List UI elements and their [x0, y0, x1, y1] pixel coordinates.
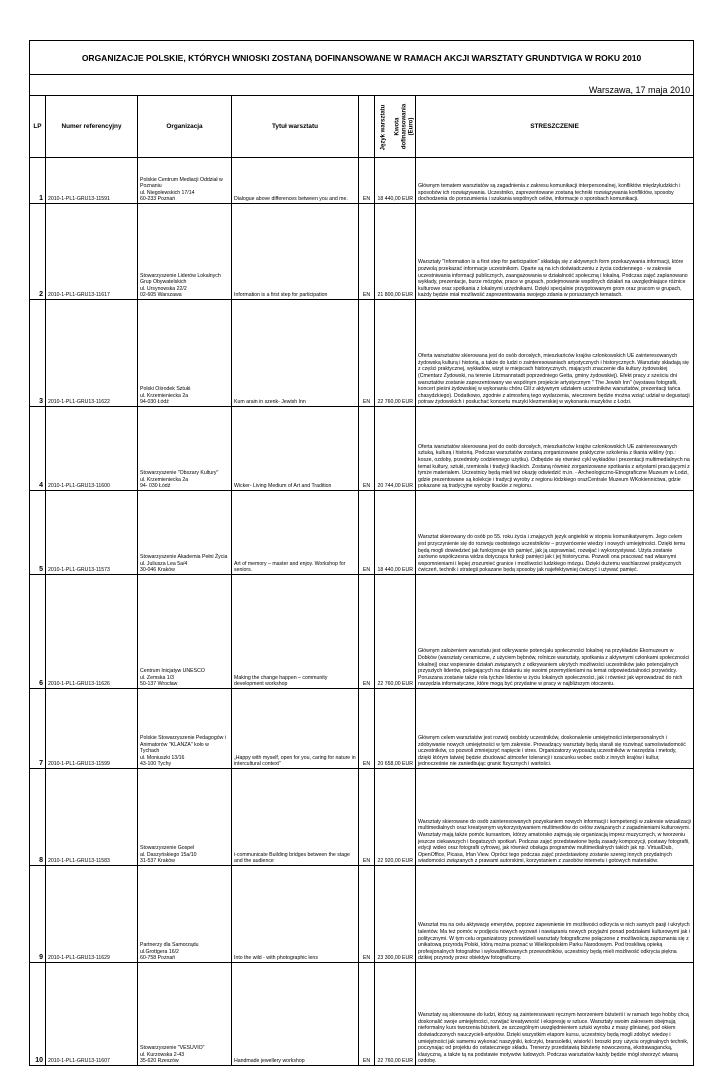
- row-lp: 2: [30, 204, 46, 300]
- row-org: Polskie Stowarzyszenie Pedagogów i Animatorów "KLANZA" koło w Tychach ul. Moniuszki 13/16 43-100 Tychy: [138, 689, 232, 769]
- row-summary: Oferta warsztatów skierowana jest do osób dorosłych, mieszkańców krajów członkowskich UE zainteresowanych sztuką, kulturą i historią. Podczas warsztatów zostaną zorganizowane praktyczne szkolenia z tkania wikliny (np.: kosze, ozdoby, przedmioty codziennego użytku). Odbędzie się również cykl wykładów i prezentacji multimedialnych na temat kultury, sztuki, rzemiosła i tradycji tkackich. Zostaną również zorganizowane spotkania z artystami pracującymi z tymże materiałem. Uczestnicy będą mieli też okazję odwiedzić m.in. - Archeologiczno-Etnograficzne Muzeum w Łodzi, gdzie prezentowane są kolekcje i tradycji wyroby z regionu łódzkiego orazCentrale Muzeum WKokiennictwa, gdzie pokazane są tradycyjne wyroby tkackie z regionu.: [416, 407, 694, 491]
- header-lp: LP: [30, 96, 46, 158]
- row-org: Stowarzyszenie "VESUVIO" ul. Kurzowska 2-43 35-620 Rzeszów: [138, 963, 232, 1066]
- row-ref: 2010-1-PL1-GRU13-11600: [46, 407, 138, 491]
- row-lang: EN: [359, 866, 375, 963]
- row-summary: Warsztat skierowany do osób po 55. roku życia i znających język angielski w stopniu komunikatywnym. Jego celem jest przyczynienie się do rozwoju osobistego uczestników – przywrócenie wiedzy i nowych umiejętności. Dzięki temu będą mogli dowiedzieć jak funkcjonuje ich pamięć, jak ją usprawniać, rozwijać i wykorzystywać. Użyta zostanie zarówno współczesna widza dotycząca funkcji pamięci jak i jej historyczna. Pozwoli ona pracować nad własnymi wspomnieniami i lepiej zrozumieć granice i możliwości ludzkiego mózgu. Dzięki dużemu wachlarzowi praktycznych ćwiczeń, technik i strategii pokazane będą sposoby jak najefektywniej ćwiczyć i używać pamięć.: [416, 491, 694, 575]
- header-lang: [359, 96, 387, 158]
- row-org: Stowarzyszenie Liderów Lokalnych Grup Obywatelskich ul. Ursynowska 22/2 02-605 Warszawa: [138, 204, 232, 300]
- row-lang: EN: [359, 204, 375, 300]
- table-row: [30, 575, 694, 689]
- table-row: [30, 866, 694, 963]
- table-row: [30, 204, 694, 300]
- row-lp: 1: [30, 158, 46, 204]
- row-title: Information is a first step for participation: [232, 204, 359, 300]
- row-lp: 4: [30, 407, 46, 491]
- row-ref: 2010-1-PL1-GRU13-11591: [46, 158, 138, 204]
- row-lp: 10: [30, 963, 46, 1066]
- grants-table: [29, 40, 694, 1066]
- table-row: [30, 491, 694, 575]
- row-ref: 2010-1-PL1-GRU13-11583: [46, 769, 138, 866]
- document-date: Warszawa, 17 maja 2010: [30, 75, 694, 96]
- row-lp: 7: [30, 689, 46, 769]
- row-amount: 18 440,00 EUR: [375, 491, 416, 575]
- row-amount: 22 760,00 EUR: [375, 963, 416, 1066]
- row-lang: EN: [359, 575, 375, 689]
- row-lang: EN: [359, 300, 375, 407]
- table-header-row: [30, 96, 694, 158]
- row-org: Partnerzy dla Samorządu ul.Grottgera 16/2 60-758 Poznań: [138, 866, 232, 963]
- row-amount: 21 800,00 EUR: [375, 204, 416, 300]
- header-lang-text: Język warsztatu: [380, 104, 387, 150]
- row-title: Making the change happen – community development workshop: [232, 575, 359, 689]
- row-lp: 6: [30, 575, 46, 689]
- row-summary: Głównym celem warsztatów jest rozwój osobisty uczestników, doskonalenie umiejętności interpersonalnych i zdobywanie nowych umiejętności w tym zakresie. Prowadzący warsztaty będą starali się rozwinąć samoświadomość uczestników, co pozwoli zmniejszyć napięcie i stres. Organizatorzy wyposażą uczestników w narzędzia i metody, dzięki którym tatwiej będzie zbudować atmosfer tolerancji i szacunku wobec osób z innych krajów i kultur, jednocześnie nie zaniedbując granic fizycznych i wartości.: [416, 689, 694, 769]
- row-amount: 22 920,00 EUR: [375, 769, 416, 866]
- row-lp: 8: [30, 769, 46, 866]
- row-summary: Warsztat ma na celu aktywację emerytów, poprzez zapewnienie im możliwości odkrycia w nich samych pasji i ukrytych talentów. Ma też pomóc w podjęciu nowych wyzwań i nawiązaniu nowych przyjaźni ponad podziałami kulturowymi jak i politycznymi. W tym celu organizatorzy przewidzieli warsztaty fotograficzne połączone z możliwością zapoznania się z unikatową przyrodą Polski, którą można poznać w Wielkopolskim Parku Narodowym. Pod troskliwą opieką profesjonalnych fotografów i wykwalifikowanych przewodników, uczestnicy będą mieli możliwość odkrycia piękna dzikiej przyrody przez obiektyw fotograficzny.: [416, 866, 694, 963]
- row-ref: 2010-1-PL1-GRU13-11599: [46, 689, 138, 769]
- row-ref: 2010-1-PL1-GRU13-11617: [46, 204, 138, 300]
- row-lp: 9: [30, 866, 46, 963]
- row-title: Kum arain in szenk- Jewish Inn: [232, 300, 359, 407]
- row-lang: EN: [359, 407, 375, 491]
- header-ref: Numer referencyjny: [46, 96, 138, 158]
- row-amount: 20 658,00 EUR: [375, 689, 416, 769]
- row-summary: Głównym tematem warsztatów są zagadnienia z zakresu komunikacji interpersonalnej, konfliktów międzyludzkich i sposobów ich rozwiązywania. Uczestniko, zaprezentowane zostaną techniki rozwiązywania konfliktów, sposoby dochodzenia do porozumienia i szukania wspólnych celów, informacje o sporobach komunikacji.: [416, 158, 694, 204]
- row-summary: Warsztaty "Information is a first step for participation" składają się z aktywnych form przekazywania informacji, które pozwolą przekazać informacje uczestnikom. Oparte są na ich doświadczeniu z życia codziennego - w zakresie uczestniwania informacji publicznych, zaangażowania w działalność społeczną i lokalną. Podczas zajęć zaplanowano wykłady, prezentacje, burze mózgów, prace w grupach, podejmowanie wspólnych działań na uwzględniające różnice kulturowe oraz spotkania z lokalnymi urzędnikami. Dzięki specjalnie przygotowanym grom oraz pracom w grupach, każdy będzie miał możliwość zaprezentowania swojego zdania w poruszanych tematach.: [416, 204, 694, 300]
- row-ref: 2010-1-PL1-GRU13-11626: [46, 575, 138, 689]
- row-ref: 2010-1-PL1-GRU13-11622: [46, 300, 138, 407]
- row-ref: 2010-1-PL1-GRU13-11573: [46, 491, 138, 575]
- row-title: Handmade jewellery workshop: [232, 963, 359, 1066]
- row-ref: 2010-1-PL1-GRU13-11629: [46, 866, 138, 963]
- row-title: Into the wild - with photographic lens: [232, 866, 359, 963]
- header-amount-text: Kwota dofinansowania (Euro): [394, 103, 415, 150]
- document-title: ORGANIZACJE POLSKIE, KTÓRYCH WNIOSKI ZOSTANĄ DOFINANSOWANE W RAMACH AKCJI WARSZTATY GRUNDTVIGA W ROKU 2010: [30, 41, 694, 75]
- row-amount: 20 744,00 EUR: [375, 407, 416, 491]
- table-row: [30, 158, 694, 204]
- row-title: Wicker- Living Medium of Art and Tradition: [232, 407, 359, 491]
- row-org: Stowarzyszenie Gospel al. Daszyńskiego 15a/10 31-537 Kraków: [138, 769, 232, 866]
- row-title: Dialogue above differences between you and me.: [232, 158, 359, 204]
- row-summary: Warsztaty skierowane do osób zainteresowanych pozyskaniem nowych informacji i kompetencji w zakresie wizualizacji multimedialnych oraz kreatywnym wykorzystywaniem multimediów do celów związanych z zagadnieniami kulturowymi. Warsztaty mają także pomóc kursantom, którzy amatorsko zajmują się organizacją imprez muzycznych, w tworzeniu jeszcze ciekawszych i bogatszych spotkań. Podczas zajęć przedstawione będą zasady kompozycji, postawy fotografii, edycji wideo oraz fotografii cyfrowej, jak również obsługa programów multimedialnych takich jak np. VirtualDub, OpenOffice, Picasa, Irfan View. Oprócz tego podczas zajęć przedstawiony zostanie szereg innych przydatnych wiadomości związanych z prawami autorskimi, korzystaniem z zasobów internetu i gotowych materiałów.: [416, 769, 694, 866]
- header-org: Organizacja: [138, 96, 232, 158]
- row-org: Stowarzyszenie "Obszary Kultury" ul. Krzemieniecka 2a 94- 030 Łódź: [138, 407, 232, 491]
- row-org: Stowarzyszenie Akademia Pełni Życia ul. Juliusza Lea 5a/4 30-046 Kraków: [138, 491, 232, 575]
- row-lang: EN: [359, 158, 375, 204]
- row-org: Centrum Inicjatyw UNESCO ul. Zemska 1/3 50-137 Wrocław: [138, 575, 232, 689]
- row-lang: EN: [359, 963, 375, 1066]
- row-ref: 2010-1-PL1-GRU13-11607: [46, 963, 138, 1066]
- row-lang: EN: [359, 491, 375, 575]
- row-org: Polski Ośrodek Sztuki ul. Krzemieniecka 2a 94-030 Łódź: [138, 300, 232, 407]
- table-row: [30, 963, 694, 1066]
- row-lp: 3: [30, 300, 46, 407]
- header-summary: STRESZCZENIE: [416, 96, 694, 158]
- row-lp: 5: [30, 491, 46, 575]
- table-row: [30, 300, 694, 407]
- header-title: Tytuł warsztatu: [232, 96, 359, 158]
- row-title: Art of memory – master and enjoy. Workshop for seniors.: [232, 491, 359, 575]
- table-row: [30, 689, 694, 769]
- row-org: Polskie Centrum Mediacji Oddział w Poznaniu ul. Niegolewskich 17/14 60-233 Poznań: [138, 158, 232, 204]
- row-summary: Oferta warsztatów skierowana jest do osób dorosłych, mieszkańców krajów członkowskich UE zainteresowanych żydowską kulturą i historią, a także do ludzi o zainteresowaniach artystycznych i historycznych. Warsztaty składają się z części praktycznej, wykładów, wizyt w miejscach historycznych, mających znaczenie dla kultury żydowskiej (Cmentarz Żydowski, na terenie Litzmannstadt poprzedniego Getta, gminy żydowskiej). Efekt pracy z sześciu dni warsztatów zostanie zaprezentowany we wspólnym projekcie artystycznym " The Jewish Inn" (wystawa fotografii, koncert pieśni żydowskiej w wykonaniu chóru Cill z aktywnym udziałem uczestników warsztatów, prezentacji tańca chasydzkiego). Dodatkowo, zgodnie z atmosferą tego wydarzenia, wieczorem będzie można wziąć udział w degustacji potraw żydowskich i posłuchać koncertu muzyki klezmerskiej w wykonaniu muzyków z Łodzi.: [416, 300, 694, 407]
- row-lang: EN: [359, 769, 375, 866]
- row-amount: 23 300,00 EUR: [375, 866, 416, 963]
- table-row: [30, 769, 694, 866]
- row-amount: 18 440,00 EUR: [375, 158, 416, 204]
- table-row: [30, 407, 694, 491]
- row-lang: EN: [359, 689, 375, 769]
- row-title: i-communicate Building bridges between the stage and the audience: [232, 769, 359, 866]
- row-amount: 22 760,00 EUR: [375, 300, 416, 407]
- row-summary: Głównym założeniem warsztatu jest odkrywanie potencjału społeczności lokalnej na przykładzie Ekomuzeum w Dobków (warsztaty ceramiczne, z użyciem bębnów, rolnicze warsztaty, spotkania z aktywnymi członkami społeczności lokalnej) oraz wspieranie działań związanych z odkrywaniem ukrytych możliwości uczestników jako potencjalnych przyszłych liderów, polegających na działaniu się swoimi przemyśleniami na temat odpowiedzialności przywódcy. Poruszana zostanie także rola tychże liderów w życiu lokalnych społeczności, jak i również jak wprowadzać do nich narzędzia informatyczne, które mogą być przydatne w pracy w najbliższym otoczeniu.: [416, 575, 694, 689]
- row-summary: Warsztaty są skierowane do ludzi, którzy są zainteresowani ręcznym tworzeniem biżuterii i w ramach tego hobby chcą doskonalić swoje umiejętności, rozwijać kreatywność i ekspresję w sztuce. Warsztaty swoim zakresem obejmują nieformalny kurs tworzenia biżuterii, ze szczególnym uwzględnieniem sztuki wyrobu z masy glinianej, pod okiem doświadczonych nauczycieli-artystów. Dzięki wszystkim etapom kursu, uczestnicy będą mogli zdobyć wiedzę i umiejętności jak samemu wykonać naszyjniki, kolczyki, bransoletki, wisiorki i broszki przy użyciu oryginalnych technik, poczynając od projektu do ostatecznego składu. Trenerzy przedstawią biżuterię nowoczesną, ekstrawagancką, klasyczną, a także tą na podstawie motywów ludowych. Podczas warsztatów każdy będzie mógł stworzyć własną ozdobę.: [416, 963, 694, 1066]
- row-title: „Happy with myself, open for you, caring for nature in intercultural context”: [232, 689, 359, 769]
- row-amount: 22 760,00 EUR: [375, 575, 416, 689]
